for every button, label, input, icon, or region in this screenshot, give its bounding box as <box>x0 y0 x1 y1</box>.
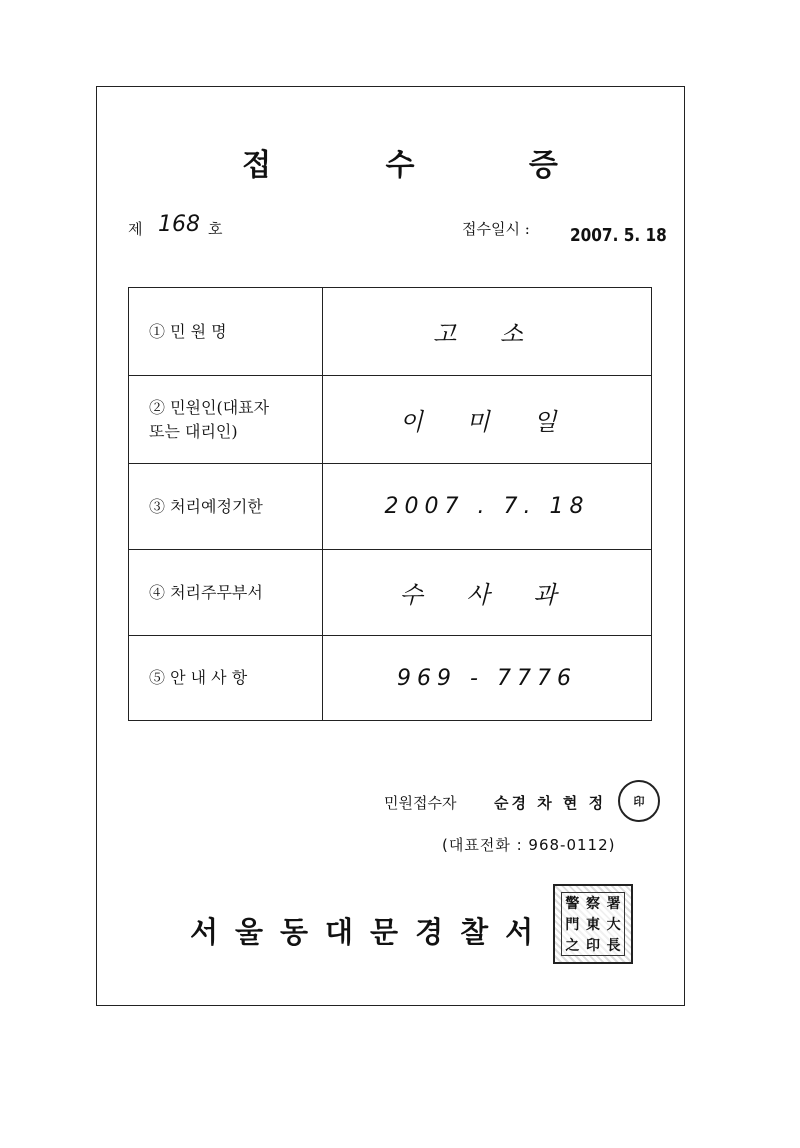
date-label: 접수일시 : <box>462 220 530 238</box>
row-label: ③ 처리예정기한 <box>129 464 323 549</box>
receiver-name: 순경 차 현 정 <box>494 794 607 812</box>
row-label: ⑤ 안 내 사 항 <box>129 636 323 720</box>
table-row <box>129 636 651 720</box>
official-seal-stamp: 警 察 署 門 東 大 之 印 長 <box>553 884 633 964</box>
table-row <box>129 550 651 636</box>
table-row <box>129 376 651 464</box>
personal-seal-stamp: 印 <box>618 780 660 822</box>
document-title: 접 수 증 <box>242 148 610 183</box>
station-name: 서울동대문경찰서 <box>190 915 551 949</box>
receiver-label: 민원접수자 <box>384 794 457 812</box>
row-value: 2007 . 7. 18 <box>384 494 590 519</box>
row-value: 수 사 과 <box>399 581 575 609</box>
phone-number: (대표전화 : 968-0112) <box>442 836 616 854</box>
number-value: 168 <box>158 212 200 237</box>
row-value: 고 소 <box>433 320 541 348</box>
number-label: 제 <box>128 220 143 238</box>
receipt-table <box>128 287 652 721</box>
row-label: ② 민원인(대표자 또는 대리인) <box>129 376 323 463</box>
row-label: ④ 처리주무부서 <box>129 550 323 635</box>
table-row <box>129 464 651 550</box>
row-value: 이 미 일 <box>399 408 575 436</box>
table-row <box>129 288 651 376</box>
date-value: 2007. 5. 18 <box>570 225 667 246</box>
row-label: ① 민 원 명 <box>129 288 323 375</box>
row-value: 969 - 7776 <box>397 665 577 691</box>
number-suffix: 호 <box>208 220 223 238</box>
